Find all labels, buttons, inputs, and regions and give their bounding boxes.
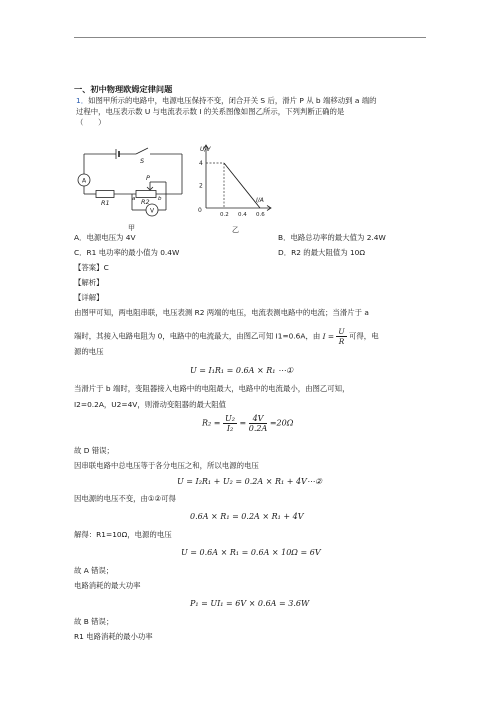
equation-6: P₁ = UI₁ = 6V × 0.6A = 3.6W — [190, 599, 310, 608]
paragraph-1a: 由图甲可知，两电阻串联，电压表测 R2 两端的电压，电流表测电路中的电流；当滑片于 a — [74, 308, 369, 317]
option-c: C．R1 电功率的最小值为 0.4W — [74, 248, 180, 257]
figure-svg — [74, 142, 274, 234]
eq2-rhs: =20Ω — [269, 418, 294, 428]
ohm-law-num: U — [338, 327, 345, 336]
paragraph-2b: I2=0.2A，U2=4V，则滑动变阻器的最大阻值 — [74, 400, 227, 409]
switch-label: S — [140, 157, 145, 165]
paragraph-10: R1 电路消耗的最小功率 — [74, 632, 153, 641]
series-line-0 — [224, 163, 260, 208]
slider-label: P — [146, 174, 150, 182]
ohm-law-lhs: I = — [322, 331, 335, 341]
origin-label: 0 — [198, 207, 202, 214]
circuit-diagram — [78, 148, 182, 216]
x-tick-label-0.6: 0.6 — [256, 212, 265, 218]
paragraph-1c: 源的电压 — [74, 347, 104, 356]
figure — [74, 142, 274, 238]
voltmeter-label: V — [149, 207, 155, 215]
eq2-den-2: 0.2A — [248, 424, 268, 433]
circuit-caption: 甲 — [128, 224, 135, 232]
option-d: D．R2 的最大阻值为 10Ω — [278, 248, 366, 257]
question-number: 1． — [76, 96, 89, 105]
analysis-head: 【解析】 — [74, 278, 104, 287]
paragraph-5: 因电源的电压不变，由①②可得 — [74, 494, 176, 503]
ammeter-label: A — [81, 177, 87, 185]
paragraph-6: 解得：R1=10Ω，电源的电压 — [74, 530, 172, 539]
paragraph-9: 故 B 错误； — [74, 617, 114, 626]
eq2-num-1: U₂ — [225, 414, 235, 423]
question-stem — [76, 96, 377, 106]
end-a-label: a — [132, 196, 136, 202]
circuit-labels — [82, 157, 162, 232]
x-axis-label: I/A — [256, 197, 264, 204]
answer: 【答案】C — [74, 263, 109, 272]
ohm-law-formula — [322, 327, 349, 346]
eq2-mid: = — [239, 418, 247, 428]
paragraph-8: 电路消耗的最大功率 — [74, 581, 141, 590]
paragraph-3: 故 D 错误； — [74, 446, 114, 455]
eq2-num-2: 4V — [249, 414, 268, 424]
equation-1: U = I₁R₁ = 0.6A × R₁ ⋯① — [190, 366, 294, 375]
question-line-1: 如图甲所示的电路中，电源电压保持不变，闭合开关 S 后，滑片 P 从 b 端移动到 a 端的 — [88, 96, 377, 105]
paragraph-2a: 当滑片于 b 端时，变阻器接入电路中的电阻最大，电路中的电流最小，由图乙可知， — [74, 384, 350, 393]
paragraph-1b-text: 端时，其接入电路电阻为 0，电路中的电流最大，由图乙可知 I1=0.6A，由 — [74, 331, 321, 341]
eq2-den-1: I₂ — [226, 424, 234, 433]
option-a: A．电源电压为 4V — [74, 233, 136, 242]
end-b-label: b — [158, 196, 162, 202]
header-rule — [74, 37, 426, 38]
equation-5: U = 0.6A × R₁ = 0.6A × 10Ω = 6V — [181, 548, 321, 557]
x-tick-label-0.4: 0.4 — [238, 212, 247, 218]
y-tick-label-2: 2 — [199, 182, 203, 190]
switch-blade — [136, 148, 148, 154]
section-title: 一、初中物理欧姆定律问题 — [74, 84, 173, 94]
y-tick-label-4: 4 — [199, 160, 203, 167]
option-b: B．电路总功率的最大值为 2.4W — [278, 233, 386, 242]
r2-label: R2 — [141, 198, 150, 206]
question-line-2: 过程中，电压表示数 U 与电流表示数 I 的关系图像如图乙所示，下列判断正确的是 — [76, 107, 345, 116]
graph-caption: 乙 — [232, 226, 239, 234]
paragraph-4: 因串联电路中总电压等于各分电压之和，所以电源的电压 — [74, 461, 259, 470]
equation-2 — [202, 414, 293, 433]
iu-graph — [198, 145, 271, 234]
question-blank: （ ） — [76, 118, 106, 127]
equation-4: 0.6A × R₁ = 0.2A × R₁ + 4V — [190, 512, 304, 521]
y-axis-label: U/V — [200, 146, 211, 153]
paragraph-1b-end: 可得，电 — [349, 331, 379, 341]
paragraph-7: 故 A 错误； — [74, 566, 114, 575]
resistor-r2 — [136, 191, 156, 198]
r1-label: R1 — [101, 199, 110, 207]
x-tick-label-0.2: 0.2 — [220, 212, 229, 218]
paragraph-1b — [74, 327, 379, 346]
detail-head: 【详解】 — [74, 293, 104, 302]
equation-3: U = I₂R₁ + U₂ = 0.2A × R₁ + 4V⋯② — [177, 477, 323, 486]
ohm-law-den: R — [338, 337, 345, 346]
resistor-r1 — [96, 191, 114, 198]
eq2-lhs: R₂ = — [202, 418, 221, 428]
